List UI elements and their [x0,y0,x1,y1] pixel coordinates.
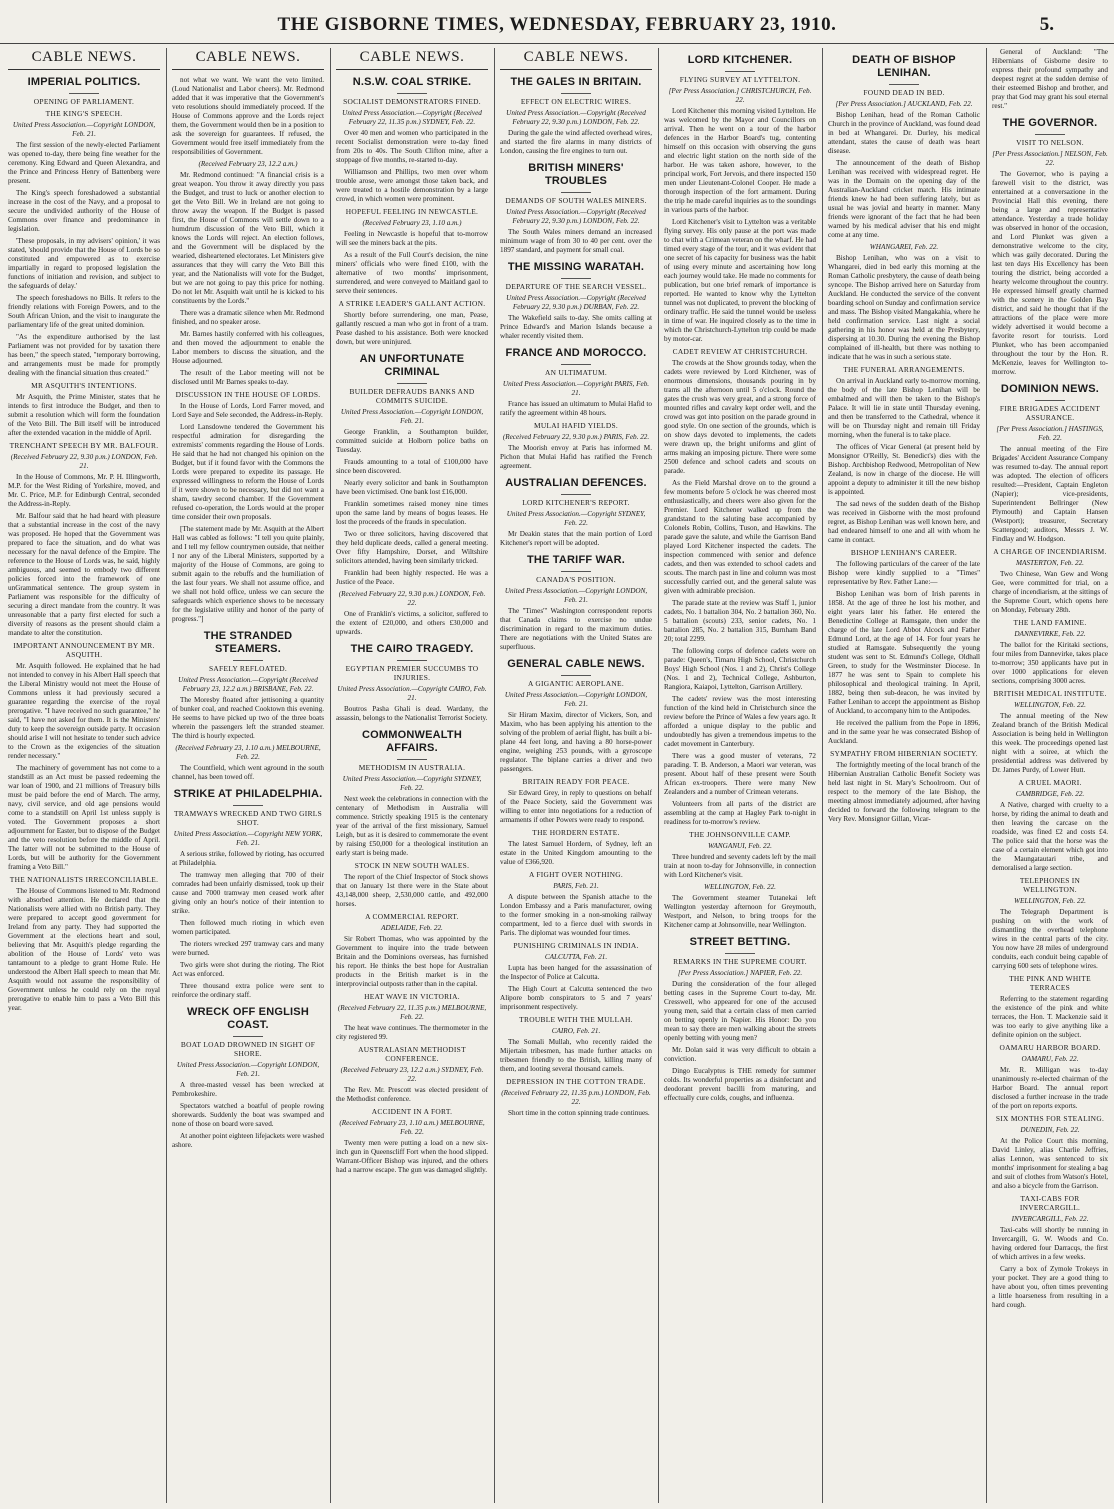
article-paragraph: At the Police Court this morning, David Linley, alias Charlie Jeffries, alias Lennon, was sentenced to six months' imprisonment for stealing a bag and suit of clothes from Watson's Hotel, and also a bicycle from the Garrison. [992,1137,1108,1190]
dateline: (Received February 23, 1.10 a.m.) MELBOURNE, Feb. 22. [339,1119,485,1136]
article-headline: THE STRANDED STEAMERS. [203,630,293,655]
page-number: 5. [1039,14,1054,35]
dateline: (Received February 23, 12.2 a.m.) [198,160,298,168]
dateline: DUNEDIN, Feb. 22. [1020,1126,1080,1134]
article-paragraph: Mr. Barnes hastily conferred with his colleagues, and then moved the adjournment to enable the Labor members to discuss the situation, and the House adjourned. [172,330,324,365]
dateline: DANNEVIRKE, Feb. 22. [1014,630,1086,638]
article-paragraph: There was a dramatic silence when Mr. Redmond finished, and no speaker arose. [172,309,324,326]
article-paragraph: He received the pallium from the Pope in 1896, and in the same year he was consecrated Bishop of Auckland. [828,719,980,745]
article-paragraph: The Rev. Mr. Prescott was elected president of the Methodist conference. [336,1086,488,1103]
column-rule [166,48,167,1503]
section-heading: CABLE NEWS. [500,48,652,70]
article-subheading: TRAMWAYS WRECKED AND TWO GIRLS SHOT. [173,809,323,827]
article-subheading: STOCK IN NEW SOUTH WALES. [354,861,470,870]
article-paragraph: Three thousand extra police were sent to reinforce the ordinary staff. [172,982,324,999]
dateline: WELLINGTON, Feb. 22. [704,883,776,891]
article-subheading: PUNISHING CRIMINALS IN INDIA. [513,941,639,950]
article-subheading: MR ASQUITH'S INTENTIONS. [31,381,137,390]
article-paragraph: The cadets' review was the most interesting function of the kind held in Christchurch since the review before the Prince of Wales a few years ago. It afforded a unique display to the public and undoubtedly has given a tremendous impetus to the cadet movement in Canterbury. [664,695,816,748]
article-paragraph: Carry a box of Zymole Trokeys in your pocket. They are a good thing to have about you, often times preventing a little hoarseness from resulting in a hard cough. [992,1265,1108,1309]
article-paragraph: Nearly every solicitor and bank in Southampton have been victimised. One bank lost £16,000. [336,479,488,496]
dateline: PARIS, Feb. 21. [553,882,599,890]
dateline: (Received February 23, 1.10 a.m.) MELBOURNE, Feb. 22. [175,744,321,761]
article-subheading: IMPORTANT ANNOUNCEMENT BY MR. ASQUITH. [13,641,155,659]
article-headline: DEATH OF BISHOP LENIHAN. [852,54,956,79]
article-subheading: FLYING SURVEY AT LYTTELTON. [679,75,801,84]
article-paragraph: Mr Deakin states that the main portion of Lord Kitchener's report will be adopted. [500,530,652,547]
column-5 [664,48,816,1503]
article-subheading: BISHOP LENIHAN'S CAREER. [850,548,958,557]
article-subheading: REMARKS IN THE SUPREME COURT. [673,957,807,966]
article-headline: DOMINION NEWS. [1000,383,1100,395]
article-subheading: FIRE BRIGADES ACCIDENT ASSURANCE. [999,404,1101,422]
article-subheading: A FIGHT OVER NOTHING. [528,870,624,879]
article-paragraph: General of Auckland: "The Hibernians of Gisborne desire to express their profound sympathy and deepest regret at the sudden demise of their esteemed Bishop and brother, and pray that God may grant his soul eternal rest." [992,48,1108,110]
article-paragraph: Lord Kitchener's visit to Lyttelton was a veritable flying survey. His only pause at the port was made to chat with a Crimean veteran on the wharf. He had timed every stage of the tour, and it was evident that one secret of his capacity for business was the habit of using every minute and ascertaining how long each journey would take. He made no comments for publication, but one brief remark of importance is reported. He wanted to know why the Lyttelton tunnel was not duplicated, to prevent the blocking of ordinary traffic. He said the tunnel would be useless in time of war. He inquired closely as to the time in which the Christchurch-Lyttelton trip could be made by motor-car. [664,218,816,343]
article-paragraph: Franklin had been highly respected. He was a Justice of the Peace. [336,569,488,586]
dateline: United Press Association.—Copyright LONDON, Feb. 21. [340,408,484,425]
article-paragraph: The Wakefield sails to-day. She omits calling at Prince Edward's and Marion Islands because a whaler recently visited them. [500,314,652,340]
article-paragraph: Franklin sometimes raised money nine times upon the same land by means of bogus leases. He lost the proceeds of the frauds in speculation. [336,500,488,526]
article-paragraph: The heat wave continues. The thermometer in the city registered 99. [336,1024,488,1041]
article-paragraph: The annual meeting of the Fire Brigades' Accident Assurance Company was resumed to-day. The annual report was adopted. The election of officers resulted:—President, Captain Engleton (Napier); vice-presidents, Superintendent Bellringer (New Plymouth) and Captain Hansen (Westport); treasurer, Secretary Scattergood; auditors, Messrs J. W. Findlay and W. Hodgson. [992,445,1108,543]
article-paragraph: The speech foreshadows no Bills. It refers to the friendly relations with Foreign Powers, and to the South African Union, and the visit to inaugurate the parliamentary life of the great united dominion. [8,294,160,329]
column-6 [828,48,980,1503]
dateline: (Received February 23, 1.10 a.m.) [362,219,462,227]
article-headline: STREET BETTING. [689,936,791,948]
article-paragraph: Bishop Lenihan, who was on a visit to Whangarei, died in bed early this morning at the Roman Catholic presbytery, the cause of death being syncope. The Bishop arrived here on Saturday from Auckland. He conducted the service of the convent boarding school on Sunday and confirmation service and mass. The Bishop visited Mangakahia, where he held confirmation service. Last night a social gathering in his honor was held at the Presbytery, dispersing at 10.30. During the evening the Bishop complained of ill-health, but there was nothing to indicate that he was in such a serious state. [828,254,980,361]
article-headline: THE CAIRO TRAGEDY. [350,643,474,655]
article-paragraph: The Moresby floated after jettisoning a quantity of bunker coal, and reached Cooktown this evening. He seems to have picked up two of the three boats wherein the passengers left the stranded steamer. The third is hourly expected. [172,696,324,740]
article-paragraph: Volunteers from all parts of the district are assembling at the camp at Hagley Park to-night in readiness for to-morrow's review. [664,800,816,826]
article-paragraph: The crowds at the Show grounds today, when the cadets were reviewed by Lord Kitchener, was of enormous dimensions, thousands pouring in by trams all the afternoon until 5 o'clock. Round the gates the crush was very great, and a strong force of mounted rifles and cavalry kept order well, and the crowd was got into position on the parade ground in good style. On one section of the grounds, which is on show days devoted to implements, the cadets were drawn up, the bright uniforms and glint of arms making an imposing picture. There were some 2500 defence and school cadets and scouts on parade. [664,359,816,475]
article-paragraph: A dispute between the Spanish attache to the London Embassy and a Paris manufacturer, owing to the former smoking in a non-smoking railway compartment, led to a fierce duel with swords in Paris. The diplomat was wounded four times. [500,893,652,937]
article-paragraph: The following corps of defence cadets were on parade: Queen's, Timaru High School, Christchurch Boys' High School (Nos. 1 and 2), Christ's College (Nos. 1 and 2), Technical College, Ashburton, Rangiora, Kaiapoi, Lyttelton, Garrison Artillery. [664,647,816,691]
dateline: (Received February 22, 11.35 p.m.) LONDON, Feb. 22. [501,1089,651,1106]
article-paragraph: The fortnightly meeting of the local branch of the Hibernian Australian Catholic Benefit Society was held last night in St. Mary's Schoolroom. Out of respect to the memory of the late Bishop, the meeting almost immediately adjourned, after having decided to forward the following telegram to the Very Rev. Monsignor Gillan, Vicar- [828,761,980,823]
article-subheading: A COMMERCIAL REPORT. [365,912,459,921]
article-paragraph: In the House of Lords, Lord Farrer moved, and Lord Saye and Sele seconded, the Address-in-Reply. [172,402,324,419]
article-paragraph: Two Chinese, Wan Gew and Wong Gee, were committed for trial, on a charge of incendiarism, at the sittings of the Supreme Court, which opens here on Monday, February 28th. [992,570,1108,614]
article-paragraph: Sir Robert Thomas, who was appointed by the Government to inquire into the trade between Britain and the Dominions overseas, has furnished his report. He thinks the best hope for Australian products in the British market is in the interprovincial outposts rather than in the capital. [336,935,488,988]
article-subheading: METHODISM IN AUSTRALIA. [358,763,466,772]
article-paragraph: The sad news of the sudden death of the Bishop was received in Gisborne with the most profound regret, as Bishop Lenihan was well known here, and had endeared himself to one and all with whom he came in contact. [828,500,980,544]
article-paragraph: In the House of Commons, Mr. P. H. Illingworth, M.P. for the West Riding of Yorkshire, moved, and Mr. C. Price, M.P. for Edinburgh Central, seconded the Address-in-Reply. [8,473,160,508]
article-paragraph: The following particulars of the career of the late Bishop were kindly supplied to a "Times" representative by Rev. Father Lane:— [828,560,980,586]
dateline: CALCUTTA, Feb. 21. [544,953,608,961]
article-headline: LORD KITCHENER. [687,54,793,66]
dateline: (Received February 22, 9.30 p.m.) LONDON, Feb. 21. [10,453,158,470]
article-paragraph: The rioters wrecked 297 tramway cars and many were burned. [172,940,324,957]
article-paragraph: There was a good muster of veterans, 72 parading. T. B. Anderson, a Maori war veteran, was present. About half of these present were South African ex-troopers. There were many New Zealanders and a number of Crimean veterans. [664,752,816,796]
dateline: United Press Association.—Copyright CAIRO, Feb. 21. [337,685,487,702]
article-subheading: EFFECT ON ELECTRIC WIRES. [520,97,632,106]
article-paragraph: Dingo Eucalyptus is THE remedy for summer colds. Its wonderful properties as a disinfectant and deodorant prevent bacilli from maturing, and effectually cure colds, coughs, and influenza. [664,1067,816,1102]
dateline: United Press Association.—Copyright NEW YORK, Feb. 21. [173,830,323,847]
article-paragraph: Mr. Dolan said it was very difficult to obtain a conviction. [664,1046,816,1063]
headline-rule [561,192,591,193]
article-paragraph: Lord Kitchener this morning visited Lyttelton. He was welcomed by the Mayor and Councillors on arrival. Then he went on a tour of the harbor defences in the Harbor Board's tug, contenting himself on this occasion with observing the guns and electric light station on the north side of the harbor. He was taken ashore, however, to the principal work, Fort Jervois, and there inspected 150 men under Lieutenant-Colonel Cooper. He made a thorough inspection of the fort armament. During the trip he made careful inquiries as to the soundings in various parts of the harbor. [664,107,816,214]
dateline: WHANGAREI, Feb. 22. [869,243,939,251]
article-subheading: FOUND DEAD IN BED. [863,88,945,97]
article-paragraph: On arrival in Auckland early to-morrow morning, the body of the late Bishop Lenihan will be embalmed and will then be taken to the Bishop's Palace. It will lie in state until Thursday evening, and then be transferred to the Cathedral, whence it will be on Thursday night and remain till Friday morning, when the funeral is to take place. [828,377,980,439]
article-subheading: TAXI-CABS FOR INVERCARGILL. [1019,1194,1081,1212]
article-paragraph: During the gale the wind affected overhead wires, and started the fire alarms in many districts of London, causing the fire engines to turn out. [500,129,652,155]
article-paragraph: Feeling in Newcastle is hopeful that to-morrow will see the miners back at the pits. [336,230,488,247]
article-subheading: HEAT WAVE IN VICTORIA. [364,992,460,1001]
dateline: [Per Press Association.] CHRISTCHURCH, Feb. 22. [668,87,812,104]
dateline: (Received February 22, 11.35 p.m.) MELBOURNE, Feb. 22. [337,1004,487,1021]
column-rule [330,48,331,1503]
article-subheading: A GIGANTIC AEROPLANE. [527,679,624,688]
headline-rule [397,93,427,94]
headline-rule [233,660,263,661]
article-paragraph: The Moorish envoy at Paris has informed M. Pichon that Mulai Hafid has ratified the French agreement. [500,444,652,470]
article-paragraph: As the Field Marshal drove on to the ground a few moments before 5 o'clock he was cheered most enthusiastically, and cheers were also given for the Premier. Lord Kitchener walked up from the grandstand to the saluting base accompanied by Colonels Robin, Collins, Tuson, and Hawkins. The parade gave the salute, and while the Garrison Band played Lord Kitchener inspected the cadets. The inspection commenced with senior and defence cadets, and then was extended to school cadets and scouts. The march past in line and column was most successfully carried out, and the general salute was given with admirable precision. [664,479,816,595]
article-paragraph: Mr. Balfour said that he had heard with pleasure that a substantial increase in the cost of the navy was proposed. He hoped that the Government was prepared to face the situation, and do what was necessary for the naval defence of the Empire. The reference to the House of Lords was, he said, highly ambiguous, and seemed to embody two different policies forced into the framework of one unGrammatical sentence. The group system in Parliament was responsible for the difficulty of securing a direct mandate from the country. It was unreasonable that a party first elected for such a diversity of reasons as the present should claim a mandate to alter the constitution. [8,512,160,637]
dateline: United Press Association.—Copyright LONDON, Feb. 21. [504,587,648,604]
article-paragraph: At another point eighteen lifejackets were washed ashore. [172,1132,324,1149]
article-paragraph: A three-masted vessel has been wrecked at Pembrokeshire. [172,1081,324,1098]
dateline: WELLINGTON, Feb. 22. [1014,897,1086,905]
article-subheading: DEPRESSION IN THE COTTON TRADE. [506,1077,646,1086]
article-paragraph: Mr Asquith, the Prime Minister, states that he intends to first introduce the Budget, and then to submit a resolution which will form the foundation of the Veto Bill. The Bill itself will be introduced after the extended vacation in the middle of April. [8,393,160,437]
article-subheading: DEPARTURE OF THE SEARCH VESSEL. [505,282,647,291]
dateline: [Per Press Association.] NELSON, Feb. 22. [992,150,1108,167]
article-subheading: A CHARGE OF INCENDIARISM. [993,547,1107,556]
article-paragraph: "As the expenditure authorised by the last Parliament was not provided for by taxation there has been," the speech stated, "temporary borrowing, and arrangements must be made for promptly dealing with the financial situation thus created." [8,333,160,377]
article-paragraph: The Countfield, which went aground in the south channel, has been towed off. [172,764,324,781]
article-subheading: THE FUNERAL ARRANGEMENTS. [843,365,965,374]
article-paragraph: France has issued an ultimatum to Mulai Hafid to ratify the agreement within 48 hours. [500,400,652,417]
article-paragraph: A Native, charged with cruelty to a horse, by riding the animal to death and then leaving the carcase on the roadside, was fined £2 and costs £4. The police said that the horse was the case of a certain element which got into the Maungatautari tribe, and demoralised a large section. [992,801,1108,872]
article-subheading: BOAT LOAD DROWNED IN SIGHT OF SHORE. [180,1040,316,1058]
article-subheading: DISCUSSION IN THE HOUSE OF LORDS. [175,390,321,399]
article-paragraph: not what we want. We want the veto limited. (Loud Nationalist and Labor cheers). Mr. Redmond added that it was imperative that the Government's veto resolutions should immediately proceed. If the House of Commons approve and the Lords reject them, the Government would then be in a position to ask the sovereign for guarantees. If refused, the Government would free itself immediately from the responsibilities of Government. [172,76,324,156]
dateline: WANGANUI, Feb. 22. [708,842,772,850]
dateline: WELLINGTON, Feb. 22. [1014,701,1086,709]
dateline: (Received February 22, 9.30 p.m.) PARIS, Feb. 22. [502,433,650,441]
article-paragraph: 'These proposals, in my advisers' opinion,' it was stated, 'should provide that the House of Lords be so constituted and empowered as to exercise impartially in regard to proposed legislation the functions of initiation and revision, and subject to the safeguards of delay.' [8,237,160,290]
article-paragraph: Next week the celebrations in connection with the centenary of Methodism in Australia will commence. Strictly speaking 1915 is the centenary year of the arrival of the first missionary, Samuel Leigh, but as it is desired to commemorate the event by raising £50,000 for a theological institution an early start is being made. [336,795,488,857]
article-headline: THE GALES IN BRITAIN. [510,76,642,88]
article-paragraph: Over 40 men and women who participated in the recent Socialist demonstration were to-day fined from 20s to 40s. The South Clifton mine, after a stoppage of five months, re-started to-day. [336,129,488,164]
article-headline: THE TARIFF WAR. [526,554,626,566]
article-paragraph: The first session of the newly-elected Parliament was opened to-day, there being fine weather for the ceremony. King Edward and Queen Alexandra, and the Prince and Princess Henry of Battenberg were present. [8,141,160,185]
article-subheading: BRITAIN READY FOR PEACE. [522,777,630,786]
dateline: ADELAIDE, Feb. 22. [381,924,443,932]
dateline: United Press Association.—Copyright (Received February 22, 9.30 p.m.) DURBAN, Feb. 22. [506,294,646,311]
article-paragraph: Sir Edward Grey, in reply to questions on behalf of the Peace Society, said the Government was willing to enter into negotiations for a reduction of armaments if other Powers were ready to respond. [500,789,652,824]
headline-rule [69,93,99,94]
article-headline: THE MISSING WARATAH. [507,261,645,273]
article-headline: AUSTRALIAN DEFENCES. [505,477,647,489]
article-subheading: THE HORDERN ESTATE. [532,828,620,837]
article-headline: THE GOVERNOR. [1002,117,1098,129]
article-paragraph: Two or three solicitors, having discovered that they held duplicate deeds, called a general meeting. Over fifty Hampshire, Dorset, and Wiltshire solicitors attended, having been similarly tricked. [336,530,488,565]
article-paragraph: The South Wales miners demand an increased minimum wage of from 30 to 40 per cent. over the 1897 standard, and payment for small coal. [500,228,652,254]
article-paragraph: Lord Lansdowne tendered the Government his respectful admiration for disregarding the extremists' comments regarding the House of Lords. He said that he had not changed his opinion on the Budget, but if it found favor with the Commons the Lords were prepared to expedite its passage. He expressed willingness to reform the House of Lords if it were shown to be necessary, but did not want a sham, tawdry second chamber. If the Government refused co-operation, the Lords would at the proper time consider their own proposals. [172,423,324,521]
dateline: [Per Press Association.] AUCKLAND, Feb. 22. [835,100,973,108]
article-subheading: AUSTRALASIAN METHODIST CONFERENCE. [358,1045,466,1063]
article-paragraph: Mr. Redmond continued: "A financial crisis is a great weapon. You throw it away directly you pass the Budget, and trust to luck or another election to get the Veto Bill. We in Ireland are not going to throw away the weapon. If the Budget is passed first, the House of Commons will settle down to a humdrum discussion of the Veto Bill, which it knows the Lords will reject. An election follows, and the Government will be displaced by the wearied, disheartened electorates. Let Ministers give assurances that they will carry the Veto Bill this year, and the Nationalists will vote for the Budget, but we are not going to pay this price for nothing. Do not let Mr. Asquith wait until he is kicked to his constituents by the Lords." [172,171,324,305]
article-subheading: THE LAND FAMINE. [1013,618,1087,627]
headline-rule [561,364,591,365]
headline-rule [233,805,263,806]
column-rule [494,48,495,1503]
article-subheading: SIX MONTHS FOR STEALING. [995,1114,1105,1123]
article-subheading: SOCIALIST DEMONSTRATORS FINED. [343,97,481,106]
article-paragraph: Lupta has been hanged for the assassination of the Inspector of Police at Calcutta. [500,964,652,981]
article-paragraph: The offices of Vicar General (at present held by Monsignor O'Reilly, St. Benedict's) dies with the Bishop. Archbishop Redwood, Metropolitan of New Zealand, is now in charge of the diocese. He will appoint a deputy to administer it till the new bishop is appointed. [828,443,980,496]
article-subheading: AN ULTIMATUM. [545,368,607,377]
column-2 [172,48,324,1503]
headline-rule [725,71,755,72]
dateline: United Press Association.—Copyright PARIS, Feb. 21. [502,380,650,397]
article-paragraph: The Government steamer Tutanekai left Wellington yesterday afternoon for Greymouth, Westport, and Nelson, to bring troops for the Kitchener camp at Johnsonville, near Wellington. [664,894,816,929]
article-paragraph: George Franklin, a Southampton builder, committed suicide at Holborn police baths on Tuesday. [336,428,488,454]
article-subheading: BRITISH MEDICAL INSTITUTE. [993,689,1107,698]
article-paragraph: During the consideration of the four alleged betting cases in the Supreme Court to-day, Mr. Cresswell, who appeared for one of the accused young men, said that a certain class of men carried on betting openly in Napier. His Honor: Do you mean to say there are men walking about the streets openly betting with young men? [664,980,816,1042]
article-paragraph: As a result of the Full Court's decision, the nine miners' officials who were fined £100, with the alternative of two months' imprisonment, surrendered, and were conveyed to Maitland gaol to serve their sentences. [336,251,488,295]
headline-rule [561,494,591,495]
dateline: MASTERTON, Feb. 22. [1016,559,1084,567]
article-paragraph: The Governor, who is paying a farewell visit to the district, was entertained at a conversazione in the Provincial Hall this evening, there being a large and representative attendance. Yesterday a trade holiday was observed in honor of the occasion, and Lord Plunket was given a demonstrative welcome to the city, which was gaily decorated. During the last ten days His Excellency has been touring the district, being accorded a hearty welcome throughout the country. He expressed himself greatly charmed with the scenery in the Golden Bay district, and said he thought that if the attractions of the place were more widely advertised it would become a favorite resort for tourists. Lord Plunket, who has been accompanied throughout the tour by the Hon. R. McKenzie, leaves for Wellington to-morrow. [992,170,1108,376]
dateline: United Press Association.—Copyright LONDON, Feb. 21. [504,691,648,708]
headline-rule [1035,400,1065,401]
dateline: United Press Association.—Copyright (Received February 22, 11.35 p.m.) SYDNEY, Feb. 22. [342,109,482,126]
headline-rule [397,660,427,661]
article-subheading: A CRUEL MAORI. [1018,778,1082,787]
headline-rule [561,675,591,676]
column-rule [822,48,823,1503]
dateline: CAMBRIDGE, Feb. 22. [1015,790,1085,798]
article-paragraph: [The statement made by Mr. Asquith at the Albert Hall was cabled as follows: "I tell you quite plainly, and I tell my fellow countrymen outside, that neither I nor any of the Liberal Ministers, supported by a majority of the House of Commons, are going to submit again to the rebuffs and the humiliation of the last four years. We shall not assume office, and we shall not hold office, unless we can secure the safeguards which experience shows to be necessary for the legislative utility and honor of the party of progress."] [172,525,324,623]
article-subheading: TROUBLE WITH THE MULLAH. [519,1015,633,1024]
masthead [0,0,1114,44]
headline-rule [889,84,919,85]
article-headline: BRITISH MINERS' TROUBLES [528,162,624,187]
dateline: United Press Association.—Copyright LONDON, Feb. 21. [12,121,156,138]
article-subheading: CADET REVIEW AT CHRISTCHURCH. [672,347,808,356]
article-headline: AN UNFORTUNATE CRIMINAL [359,353,465,378]
article-paragraph: The latest Samuel Hordern, of Sydney, left an estate in the United Kingdom amounting to the value of £366,920. [500,840,652,866]
article-paragraph: Boutros Pasha Ghali is dead. Wardany, the assassin, belongs to the Nationalist Terrorist Society. [336,705,488,722]
column-3 [336,48,488,1503]
column-rule [986,48,987,1503]
article-paragraph: Spectators watched a boatful of people rowing shorewards. Suddenly the boat was swamped and none of those on board were saved. [172,1102,324,1128]
article-paragraph: Two girls were shot during the rioting. The Riot Act was enforced. [172,961,324,978]
dateline: (Received February 22, 9.30 p.m.) LONDON, Feb. 22. [338,590,486,607]
article-subheading: MULAI HAFID YIELDS. [533,421,619,430]
article-subheading: THE NATIONALISTS IRRECONCILIABLE. [9,875,159,884]
headline-rule [233,1036,263,1037]
article-subheading: EGYPTIAN PREMIER SUCCUMBS TO INJURIES. [345,664,479,682]
article-paragraph: The announcement of the death of Bishop Lenihan was received with widespread regret. He was in the Domain on the opening day of the Australian-Auckland cricket match. His intimate friends knew he had been suffering lately, but as usual he was jovial and hearty in manner. Many friends were ignorant of the fact that he had been warned by his medical adviser that his end might come at any time. [828,159,980,239]
article-subheading: SYMPATHY FROM HIBERNIAN SOCIETY. [830,749,978,758]
article-paragraph: Sir Hiram Maxim, director of Vickers, Son, and Maxim, who has been applying his attention to the solving of the problem of aerial flight, has built a bi-plane 44 feet long, and having a 80 horse-power engine, weighing 253 pounds, with a gyroscope regulator. The biplane carries a driver and two passengers. [500,711,652,773]
dateline: United Press Association.—Copyright (Received February 22, 9.30 p.m.) LONDON, Feb. 22. [506,109,646,126]
article-paragraph: Twenty men were putting a load on a new six-inch gun in Queenscliff Fort when the hood slipped. Warrant-Officer Bishop was injured, and the others had a narrow escape. The gun was damaged slightly. [336,1139,488,1174]
article-paragraph: The "Times'" Washington correspondent reports that Canada claims to exercise no undue discrimination in regard to the maximum duties. There are negotiations with the United States are superfluous. [500,607,652,651]
article-paragraph: Three hundred and seventy cadets left by the mail train at noon to-day for Johnsonville, in connection with Lord Kitchener's visit. [664,853,816,879]
article-paragraph: The machinery of government has not come to a standstill as an Act must be passed redeeming the war loan of 1900, and 21 millions of Treasury bills must be paid before the end of March. The army, navy, civil service, and old age pensions would come to a standstill on April 1st unless supply is voted. The Government proposes a short adjournment for Easter, but to dispose of the Budget and the veto resolution before the middle of April. The latter will not be submitted to the House of Lords, but will be authority for the Government framing a Veto Bill." [8,764,160,871]
article-subheading: OAMARU HARBOR BOARD. [999,1043,1101,1052]
article-subheading: CANADA'S POSITION. [536,575,616,584]
article-paragraph: The King's speech foreshadowed a substantial increase in the cost of the Navy, and a proposal to secure the undivided authority of the House of Commons over finance and predominance in legislation. [8,189,160,233]
headline-rule [561,571,591,572]
column-rule [658,48,659,1503]
dateline: United Press Association.—Copyright (Received February 22, 9.30 p.m.) LONDON, Feb. 22. [506,208,646,225]
headline-rule [561,278,591,279]
dateline: INVERCARGILL, Feb. 22. [1011,1215,1089,1223]
article-headline: STRIKE AT PHILADELPHIA. [173,788,323,800]
dateline: United Press Association.—Copyright SYDNEY, Feb. 22. [342,775,482,792]
article-subheading: DEMANDS OF SOUTH WALES MINERS. [505,196,647,205]
article-headline: COMMONWEALTH AFFAIRS. [362,729,462,754]
article-subheading: LORD KITCHENER'S REPORT. [522,498,630,507]
article-paragraph: Mr. R. Milligan was to-day unanimously re-elected chairman of the Harbor Board. The annual report disclosed a further increase in the trade of the port on reports exports. [992,1066,1108,1110]
article-paragraph: Frauds amounting to a total of £100,000 have since been discovered. [336,458,488,475]
dateline: (Received February 23, 12.2 a.m.) SYDNEY, Feb. 22. [340,1066,484,1083]
article-paragraph: Bishop Lenihan was born of Irish parents in 1858. At the age of three he lost his mother, and eight years later his father. He entered the Benedictine College at Ramsgate, then under the charge of the late Lord Abbot Alcock and Father Edmund Lord, at the age of 14. For four years he studied at Ramsgate. Subsequently the young student was sent to St. Edmund's College, Oldhall Green, to study for the Westminster Diocese. In 1877 he was sent to Spain to complete his philosophical and theological training. In April, 1882, being then sub-deacon, he was invited by Father Lenihan to accept the appointment as Bishop of Auckland, to accompany him to the Antipodes. [828,590,980,715]
dateline: United Press Association.—Copyright (Received February 23, 12.2 a.m.) BRISBANE, Feb. 22. [178,676,318,693]
article-subheading: A STRIKE LEADER'S GALLANT ACTION. [338,299,486,308]
article-subheading: THE JOHNSONVILLE CAMP. [689,830,791,839]
column-4 [500,48,652,1503]
section-heading: CABLE NEWS. [8,48,160,70]
article-paragraph: The House of Commons listened to Mr. Redmond with absorbed attention. He declared that the Nationalists were allied with no British party. They were prepared to accept good government for Ireland from any party. They had supported the Government at the elections heart and soul, believing that Mr. Asquith's pledge regarding the abolition of the House of Lords' veto was tantamount to a pledge to grant Home Rule. He understood the Albert Hall speech to mean that Mr. Asquith would not assume the responsibility of Government unless he could rely on the royal prerogative to enable him to pass a Veto Bill this year. [8,887,160,1012]
column-7 [992,48,1108,1503]
dateline: CAIRO, Feb. 21. [551,1027,601,1035]
article-subheading: OPENING OF PARLIAMENT. [33,97,135,106]
article-subheading: SAFELY REFLOATED. [209,664,287,673]
article-paragraph: Taxi-cabs will shortly be running in Invercargill, G. W. Woods and Co. having ordered four Darracqs, the first of which arrives in a few weeks. [992,1226,1108,1261]
article-paragraph: The result of the Labor meeting will not be disclosed until Mr Barnes speaks to-day. [172,369,324,386]
headline-rule [561,93,591,94]
article-paragraph: One of Franklin's victims, a solicitor, suffered to the extent of £20,000, and others £30,000 and upwards. [336,610,488,636]
article-headline: N.S.W. COAL STRIKE. [352,76,472,88]
headline-rule [397,759,427,760]
article-paragraph: The Somali Mullah, who recently raided the Mijertain tribesmen, has made further attacks on tribesmen friendly to the British, killing many of them, and looting several thousand camels. [500,1038,652,1073]
dateline: [Per Press Association.] HASTINGS, Feb. 22. [996,425,1104,442]
article-headline: GENERAL CABLE NEWS. [507,658,645,670]
headline-rule [725,953,755,954]
article-headline: WRECK OFF ENGLISH COAST. [187,1006,309,1031]
article-headline: FRANCE AND MOROCCO. [505,347,647,359]
article-subheading: BUILDER DEFRAUDS BANKS AND COMMITS SUICIDE. [349,387,475,405]
article-subheading: THE PINK AND WHITE TERRACES [1009,974,1091,992]
article-paragraph: The Telegraph Department is pushing on with the work of dismantling the overhead telephone wires in the central parts of the city. You now have 28 miles of underground conduits, each conduit being capable of carrying 600 sets of telephone wires. [992,908,1108,970]
article-subheading: TRENCHANT SPEECH BY MR. BALFOUR. [9,441,159,450]
article-paragraph: Williamson and Phillips, two men over whom trouble arose, were amongst those taken back, and were treated to a hostile demonstration by a large crowd, in which women were prominent. [336,168,488,203]
article-paragraph: The parade state at the review was Staff 1, junior cadets, No. 1 battalion 304, No. 2 battalion 360, No. 5 battalion (scouts) 233, senior cadets, No. 1 battalion 285, No. 2 battalion 315, Burnham Band 20; total 2299. [664,599,816,643]
dateline: OAMARU, Feb. 22. [1021,1055,1079,1063]
article-paragraph: Shortly before surrendering, one man, Pease, gallantly rescued a man who got in front of a tram. Pease dashed to his assistance. Both were knocked down, but were uninjured. [336,311,488,346]
article-headline: IMPERIAL POLITICS. [27,76,141,88]
article-paragraph: The annual meeting of the New Zealand branch of the British Medical Association is being held in Wellington this week. The proceedings opened last night with a soiree, at which the presidential address was delivered by Dr. James Purdy, of Lower Hutt. [992,712,1108,774]
article-paragraph: Then followed much rioting in which even women participated. [172,919,324,936]
column-1 [8,48,160,1503]
article-paragraph: The ballot for the Kiritaki sections, four miles from Dannevirke, takes place to-morrow; 350 applicants have put in over 1000 applications for eleven sections, comprising 3000 acres. [992,641,1108,685]
headline-rule [1035,134,1065,135]
article-paragraph: The tramway men alleging that 700 of their comrades had been unfairly dismissed, took up their cause and 7000 tramway men ceased work after giving only an hour's notice of their intention to strike. [172,871,324,915]
article-subheading: THE KING'S SPEECH. [45,109,123,118]
article-paragraph: The report of the Chief Inspector of Stock shows that on January 1st there were in the State about 43,148,000 sheep, 2,530,000 cattle, and 492,000 horses. [336,873,488,908]
masthead-title: THE GISBORNE TIMES, WEDNESDAY, FEBRUARY 23, 1910. [277,14,837,35]
article-paragraph: A serious strike, followed by rioting, has occurred at Philadelphia. [172,850,324,867]
article-paragraph: Mr. Asquith followed. He explained that he had not intended to convey in his Albert Hall speech that the Liberal Ministry would not meet the House of Commons unless it had previously secured a guarantee regarding the exercise of the royal prerogative. "I have received no such guarantee," he said, "I have not asked for them. It is the Ministers' duty to keep the sovereign outside party. It occasion should arise I will not hesitate to tender such advice to the Crown as the exigencies of the situation render necessary." [8,662,160,760]
article-subheading: TELEPHONES IN WELLINGTON. [1019,876,1081,894]
section-heading: CABLE NEWS. [336,48,488,70]
article-paragraph: Short time in the cotton spinning trade continues. [508,1109,650,1117]
section-heading: CABLE NEWS. [172,48,324,70]
article-paragraph: Bishop Lenihan, head of the Roman Catholic Church in the province of Auckland, was found dead in bed at Whangarei. Dr. Durley, his medical attendant, states the cause of death was heart disease. [828,111,980,155]
article-subheading: ACCIDENT IN A FORT. [371,1107,453,1116]
article-subheading: HOPEFUL FEELING IN NEWCASTLE. [345,207,479,216]
headline-rule [397,383,427,384]
article-paragraph: The High Court at Calcutta sentenced the two Alipore bomb conspirators to 5 and 7 years' imprisonment respectively. [500,985,652,1011]
article-paragraph: Referring to the statement regarding the existence of the pink and white terraces, the Hon. T. Mackenzie said it was too early to give anything like a definite opinion on the subject. [992,995,1108,1039]
dateline: [Per Press Association.] NAPIER, Feb. 22. [677,969,803,977]
article-subheading: VISIT TO NELSON. [1016,138,1084,147]
dateline: United Press Association.—Copyright LONDON, Feb. 21. [176,1061,320,1078]
dateline: United Press Association.—Copyright SYDNEY, Feb. 22. [506,510,646,527]
